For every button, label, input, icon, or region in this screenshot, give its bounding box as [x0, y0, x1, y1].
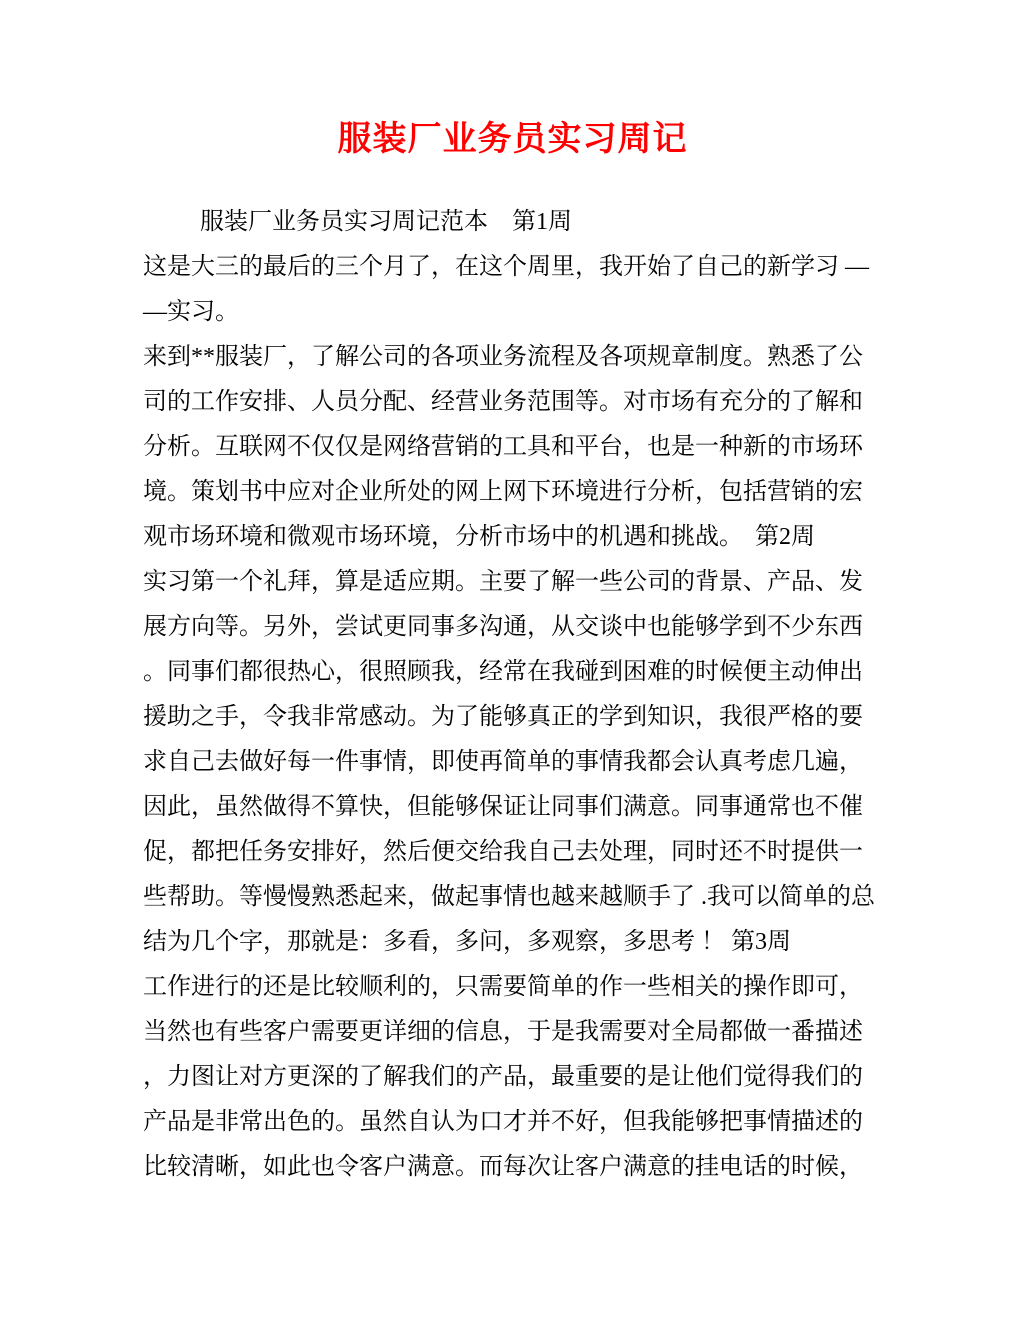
text-line: 境。策划书中应对企业所处的网上网下环境进行分析，包括营销的宏: [143, 479, 863, 505]
text-line: 援助之手，令我非常感动。为了能够真正的学到知识，我很严格的要: [143, 704, 863, 730]
text-line: 。同事们都很热心，很照顾我，经常在我碰到困难的时候便主动伸出: [143, 659, 863, 685]
text-line: 求自己去做好每一件事情，即使再简单的事情我都会认真考虑几遍，: [143, 749, 863, 775]
text-line: 比较清晰，如此也令客户满意。而每次让客户满意的挂电话的时候，: [143, 1154, 863, 1180]
text-line: 观市场环境和微观市场环境，分析市场中的机遇和挑战。 第2周: [143, 524, 815, 550]
text-line: 工作进行的还是比较顺利的，只需要简单的作一些相关的操作即可，: [143, 974, 863, 1000]
document-title: 服装厂业务员实习周记: [337, 121, 688, 158]
text-line: 些帮助。等慢慢熟悉起来，做起事情也越来越顺手了 .我可以简单的总: [143, 884, 875, 910]
text-line: 结为几个字，那就是：多看，多问，多观察，多思考 ！ 第3周: [143, 929, 791, 955]
text-line: 分析。互联网不仅仅是网络营销的工具和平台，也是一种新的市场环: [143, 434, 863, 460]
document-body: [143, 200, 882, 1190]
text-line: 司的工作安排、人员分配、经营业务范围等。对市场有充分的了解和: [143, 389, 863, 415]
text-line: 展方向等。另外，尝试更同事多沟通，从交谈中也能够学到不少东西: [143, 614, 863, 640]
text-line: 实习第一个礼拜，算是适应期。主要了解一些公司的背景、产品、发: [143, 569, 863, 595]
text-line: ，力图让对方更深的了解我们的产品，最重要的是让他们觉得我们的: [143, 1064, 863, 1090]
text-line: 当然也有些客户需要更详细的信息，于是我需要对全局都做一番描述: [143, 1019, 863, 1045]
text-line: 这是大三的最后的三个月了，在这个周里，我开始了自己的新学习 —: [143, 254, 869, 280]
text-line: 因此，虽然做得不算快，但能够保证让同事们满意。同事通常也不催: [143, 794, 863, 820]
text-line: —实习。: [143, 299, 239, 325]
text-line: 服装厂业务员实习周记范本 第1周: [200, 209, 572, 235]
text-line: 来到**服装厂，了解公司的各项业务流程及各项规章制度。熟悉了公: [143, 344, 863, 370]
text-line: 促，都把任务安排好，然后便交给我自己去处理，同时还不时提供一: [143, 839, 863, 865]
text-line: 产品是非常出色的。虽然自认为口才并不好，但我能够把事情描述的: [143, 1109, 863, 1135]
